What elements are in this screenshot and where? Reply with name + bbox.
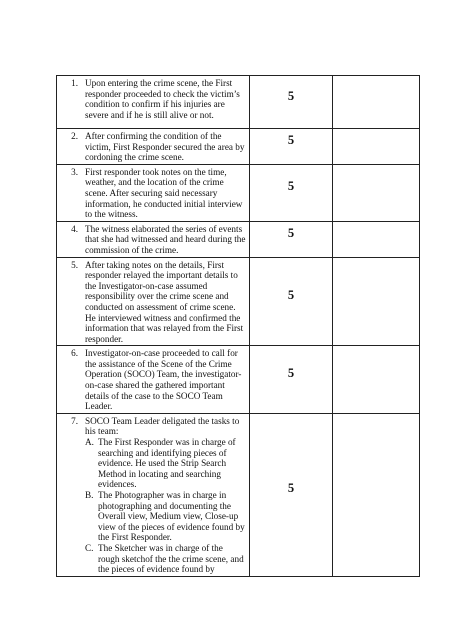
- sub-item-letter: C.: [85, 542, 94, 553]
- sub-item: [85, 437, 246, 490]
- remarks-cell: [333, 129, 420, 165]
- score-cell: 5: [250, 164, 333, 221]
- sub-item-text: The First Responder was in charge of searching and identifying pieces of evidence. He used the Strip Search Method in locating and searching evidences.: [98, 437, 236, 490]
- remarks-cell: [333, 221, 420, 257]
- sub-item-letter: A.: [85, 437, 94, 448]
- step-text: First responder took notes on the time, weather, and the location of the crime scene. After securing said necessary information, he conducted initial interview to the witness.: [85, 166, 243, 220]
- table-row: [57, 164, 420, 221]
- step-text: Upon entering the crime scene, the First responder proceeded to check the victim’s condition to confirm if his injuries are severe and if he is still alive or not.: [85, 78, 240, 120]
- step-number: 2.: [71, 131, 78, 141]
- remarks-cell: [333, 257, 420, 346]
- step-number: 3.: [71, 166, 78, 177]
- step-number: 1.: [71, 78, 78, 88]
- score-cell: 5: [250, 129, 333, 165]
- score-cell: 5: [250, 346, 333, 414]
- step-number: 5.: [71, 259, 78, 270]
- score-cell: 5: [250, 221, 333, 257]
- step-number: 7.: [71, 415, 78, 426]
- remarks-cell: [333, 76, 420, 129]
- step-text: SOCO Team Leader deligated the tasks to his team:: [85, 415, 240, 437]
- remarks-cell: [333, 413, 420, 576]
- remarks-cell: [333, 346, 420, 414]
- score-cell: 5: [250, 76, 333, 129]
- step-text: The witness elaborated the series of events that she had witnessed and heard during the commission of the crime.: [85, 223, 246, 255]
- step-text: After taking notes on the details, First responder relayed the important details to the Investigator-on-case assumed responsibility over the crime scene and conducted on assessment of crime scene. He interviewed witness and confirmed the information that was relayed from the First responder.: [85, 259, 244, 344]
- sub-item-text: The Sketcher was in charge of the rough sketchof the the crime scene, and the pieces of evidence found by: [98, 542, 244, 575]
- step-text: Investigator-on-case proceeded to call for the assistance of the Scene of the Crime Operation (SOCO) Team, the investigator-on-case shared the gathered important details of the case to the SOCO Team Leader.: [85, 348, 242, 412]
- table-row: [57, 221, 420, 257]
- score-cell: 5: [250, 257, 333, 346]
- table-row: [57, 346, 420, 414]
- step-number: 6.: [71, 348, 78, 359]
- remarks-cell: [333, 164, 420, 221]
- table-row: [57, 257, 420, 346]
- evaluation-table: [56, 75, 420, 577]
- sub-item: [85, 490, 246, 543]
- score-cell: 5: [250, 413, 333, 576]
- sub-item-letter: B.: [85, 490, 94, 500]
- table-row: [57, 413, 420, 576]
- sub-item: [85, 543, 246, 575]
- step-number: 4.: [71, 223, 78, 234]
- sub-item-text: The Photographer was in charge in photographing and documenting the Overall view, Medium view, Close-up view of the pieces of evidence found by the First Responder.: [98, 490, 245, 543]
- table-row: [57, 129, 420, 165]
- table-row: [57, 76, 420, 129]
- step-text: After confirming the condition of the victim, First Responder secured the area by cordoning the crime scene.: [85, 131, 245, 163]
